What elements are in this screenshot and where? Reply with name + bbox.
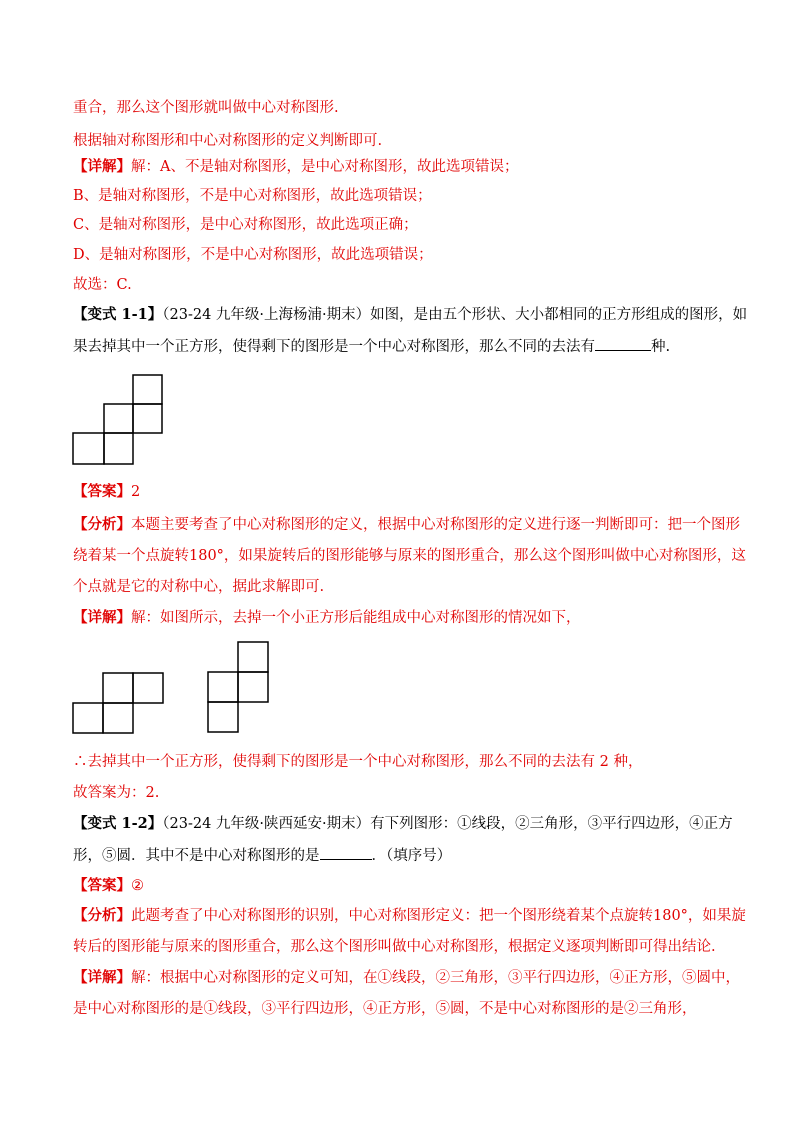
- analysis-text: 本题主要考查了中心对称图形的定义，根据中心对称图形的定义进行逐一判断即可：把一个图形: [131, 517, 740, 533]
- variant-tag: 【变式 1-1】: [73, 306, 163, 323]
- analysis-line: 个点就是它的对称中心，据此求解即可.: [73, 579, 325, 595]
- answer-value: ②: [131, 878, 144, 894]
- detail-text: 解：根据中心对称图形的定义可知，在①线段，②三角形，③平行四边形，④正方形，⑤圆中，: [131, 970, 740, 986]
- question-text: ．（填序号）: [371, 848, 452, 864]
- answer-blank: [595, 336, 651, 351]
- question-text: 果去掉其中一个正方形，使得剩下的图形是一个中心对称图形，那么不同的去法有: [73, 339, 595, 355]
- analysis-tag: 【分析】: [73, 516, 131, 533]
- five-squares-figure: [72, 374, 164, 466]
- detail-tag: 【详解】: [73, 609, 131, 626]
- question-text: 形，⑤圆．其中不是中心对称图形的是: [73, 848, 320, 864]
- analysis-line: 转后的图形能与原来的图形重合，那么这个图形叫做中心对称图形，根据定义逐项判断即可得出结论.: [73, 939, 716, 955]
- answer-value: 2: [131, 484, 141, 500]
- question-line: [73, 814, 733, 834]
- text-line: 故选：C.: [73, 277, 132, 293]
- solution-figure-1: [72, 672, 166, 734]
- text-line: C、是轴对称图形，是中心对称图形，故此选项正确；: [73, 217, 418, 233]
- question-line: [73, 845, 451, 866]
- detail-line: [73, 968, 740, 988]
- analysis-line: [73, 515, 740, 535]
- conclusion-line: ∴去掉其中一个正方形，使得剩下的图形是一个中心对称图形，那么不同的去法有 2 种，: [73, 754, 643, 770]
- question-text: 种.: [651, 339, 671, 355]
- detail-line: [73, 608, 581, 628]
- answer-blank: [320, 845, 372, 860]
- detail-line: 是中心对称图形的是①线段，③平行四边形，④正方形，⑤圆，不是中心对称图形的是②三角形，: [73, 1001, 697, 1017]
- question-text: （23-24 九年级·陕西延安·期末）有下列图形：①线段，②三角形，③平行四边形，④正方: [162, 816, 733, 832]
- analysis-tag: 【分析】: [73, 907, 131, 924]
- text-line: 根据轴对称图形和中心对称图形的定义判断即可.: [73, 133, 383, 149]
- answer-line: [73, 482, 140, 502]
- question-line: [73, 305, 747, 325]
- answer-tag: 【答案】: [73, 483, 131, 500]
- conclusion-line: 故答案为：2.: [73, 785, 160, 801]
- text-line: [73, 157, 518, 177]
- question-text: （23-24 九年级·上海杨浦·期末）如图，是由五个形状、大小都相同的正方形组成的图形，如: [162, 307, 748, 323]
- section-text: 解：A、不是轴对称图形，是中心对称图形，故此选项错误；: [131, 159, 519, 175]
- analysis-line: [73, 906, 746, 926]
- text-line: B、是轴对称图形，不是中心对称图形，故此选项错误；: [73, 188, 432, 204]
- solution-figure-2: [207, 641, 271, 735]
- text-line: D、是轴对称图形，不是中心对称图形，故此选项错误；: [73, 247, 433, 263]
- variant-tag: 【变式 1-2】: [73, 815, 163, 832]
- answer-tag: 【答案】: [73, 877, 131, 894]
- text-line: 重合，那么这个图形就叫做中心对称图形.: [73, 100, 339, 116]
- question-line: [73, 336, 670, 357]
- section-tag: 【详解】: [73, 158, 131, 175]
- analysis-line: 绕着某一个点旋转180°，如果旋转后的图形能够与原来的图形重合，那么这个图形叫做中心对称图形，这: [73, 548, 746, 564]
- answer-line: [73, 876, 144, 896]
- analysis-text: 此题考查了中心对称图形的识别，中心对称图形定义：把一个图形绕着某个点旋转180°，如果旋: [131, 908, 746, 924]
- detail-tag: 【详解】: [73, 969, 131, 986]
- detail-text: 解：如图所示，去掉一个小正方形后能组成中心对称图形的情况如下，: [131, 610, 581, 626]
